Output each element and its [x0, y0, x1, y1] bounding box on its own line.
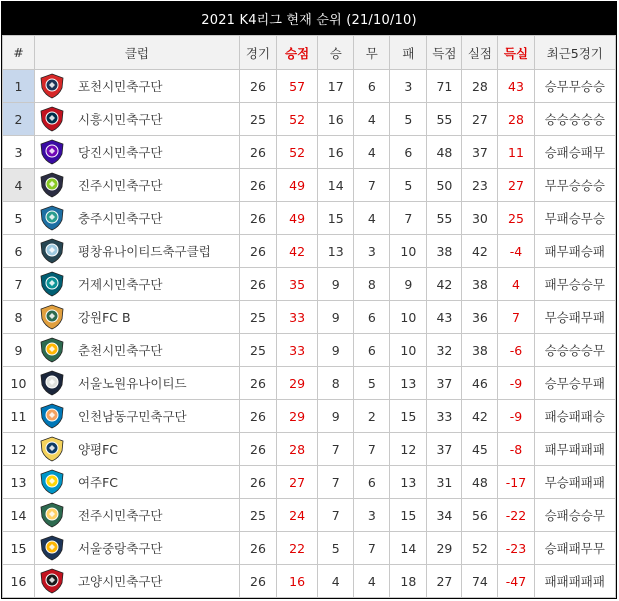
points-cell: 52 — [277, 136, 318, 169]
recent-form-cell: 패승패패승 — [534, 400, 615, 433]
losses-cell: 12 — [390, 433, 427, 466]
club-name[interactable]: 강원FC B — [77, 310, 131, 325]
points-cell: 35 — [277, 268, 318, 301]
recent-form-cell: 승패승패무 — [534, 136, 615, 169]
recent-form-cell: 무승패패패 — [534, 466, 615, 499]
points-cell: 57 — [277, 70, 318, 103]
club-cell[interactable] — [34, 400, 239, 433]
points-cell: 22 — [277, 532, 318, 565]
table-row[interactable] — [3, 532, 616, 565]
goals-for-cell: 32 — [427, 334, 462, 367]
goals-against-cell: 45 — [462, 433, 498, 466]
club-name[interactable]: 서울노원유나이티드 — [77, 376, 187, 391]
goals-against-cell: 36 — [462, 301, 498, 334]
points-cell: 33 — [277, 334, 318, 367]
losses-cell: 10 — [390, 301, 427, 334]
club-name[interactable]: 고양시민축구단 — [77, 574, 163, 589]
goal-diff-cell: 4 — [498, 268, 534, 301]
points-cell: 52 — [277, 103, 318, 136]
club-cell[interactable] — [34, 136, 239, 169]
draws-cell: 4 — [354, 103, 390, 136]
club-name[interactable]: 양평FC — [77, 442, 119, 457]
wins-cell: 9 — [318, 400, 354, 433]
gangwon-crest-icon — [39, 304, 65, 330]
table-row[interactable] — [3, 202, 616, 235]
recent-form-cell: 패무승승무 — [534, 268, 615, 301]
table-row[interactable] — [3, 499, 616, 532]
played-cell: 26 — [239, 136, 276, 169]
recent-form-cell: 승승승승승 — [534, 103, 615, 136]
recent-form-cell: 무패승무승 — [534, 202, 615, 235]
club-name[interactable]: 거제시민축구단 — [77, 277, 163, 292]
club-cell[interactable] — [34, 565, 239, 598]
club-cell[interactable] — [34, 70, 239, 103]
header-goals-against: 실점 — [462, 36, 498, 70]
table-row[interactable] — [3, 466, 616, 499]
table-row[interactable] — [3, 565, 616, 598]
club-name[interactable]: 포천시민축구단 — [77, 79, 163, 94]
draws-cell: 7 — [354, 433, 390, 466]
header-recent: 최근5경기 — [534, 36, 615, 70]
points-cell: 42 — [277, 235, 318, 268]
yangpyeong-crest-icon — [39, 436, 65, 462]
recent-form-cell: 승패승승무 — [534, 499, 615, 532]
yeoju-crest-icon — [39, 469, 65, 495]
played-cell: 25 — [239, 301, 276, 334]
goals-against-cell: 56 — [462, 499, 498, 532]
table-row[interactable] — [3, 136, 616, 169]
losses-cell: 5 — [390, 169, 427, 202]
goals-for-cell: 31 — [427, 466, 462, 499]
goals-against-cell: 27 — [462, 103, 498, 136]
table-row[interactable] — [3, 400, 616, 433]
jinju-crest-icon — [39, 172, 65, 198]
draws-cell: 6 — [354, 301, 390, 334]
siheung-crest-icon — [39, 106, 65, 132]
rank-cell: 2 — [3, 103, 35, 136]
goal-diff-cell: 7 — [498, 301, 534, 334]
rank-cell: 9 — [3, 334, 35, 367]
losses-cell: 14 — [390, 532, 427, 565]
table-row[interactable] — [3, 103, 616, 136]
wins-cell: 9 — [318, 334, 354, 367]
wins-cell: 14 — [318, 169, 354, 202]
goal-diff-cell: -47 — [498, 565, 534, 598]
draws-cell: 5 — [354, 367, 390, 400]
points-cell: 28 — [277, 433, 318, 466]
draws-cell: 6 — [354, 70, 390, 103]
rank-cell: 12 — [3, 433, 35, 466]
recent-form-cell: 승무무승승 — [534, 70, 615, 103]
losses-cell: 5 — [390, 103, 427, 136]
table-row[interactable] — [3, 301, 616, 334]
club-name[interactable]: 인천남동구민축구단 — [77, 409, 187, 424]
club-cell[interactable] — [34, 466, 239, 499]
recent-form-cell: 승무승무패 — [534, 367, 615, 400]
played-cell: 26 — [239, 235, 276, 268]
losses-cell: 15 — [390, 400, 427, 433]
losses-cell: 18 — [390, 565, 427, 598]
club-cell[interactable] — [34, 367, 239, 400]
goal-diff-cell: -8 — [498, 433, 534, 466]
club-name[interactable]: 여주FC — [77, 475, 119, 490]
wins-cell: 7 — [318, 433, 354, 466]
losses-cell: 13 — [390, 367, 427, 400]
played-cell: 25 — [239, 103, 276, 136]
rank-cell: 5 — [3, 202, 35, 235]
draws-cell: 8 — [354, 268, 390, 301]
played-cell: 26 — [239, 466, 276, 499]
club-cell[interactable] — [34, 169, 239, 202]
standings-panel — [1, 1, 617, 599]
rank-cell: 7 — [3, 268, 35, 301]
goals-for-cell: 37 — [427, 433, 462, 466]
points-cell: 49 — [277, 202, 318, 235]
played-cell: 26 — [239, 268, 276, 301]
jeonju-crest-icon — [39, 502, 65, 528]
table-row[interactable] — [3, 367, 616, 400]
played-cell: 25 — [239, 499, 276, 532]
goals-against-cell: 42 — [462, 235, 498, 268]
jungnang-crest-icon — [39, 535, 65, 561]
table-title: 2021 K4리그 현재 순위 (21/10/10) — [2, 2, 616, 35]
goal-diff-cell: 11 — [498, 136, 534, 169]
wins-cell: 8 — [318, 367, 354, 400]
goal-diff-cell: 27 — [498, 169, 534, 202]
goal-diff-cell: -9 — [498, 400, 534, 433]
table-row[interactable] — [3, 235, 616, 268]
rank-cell: 15 — [3, 532, 35, 565]
goyang-crest-icon — [39, 568, 65, 594]
goals-for-cell: 33 — [427, 400, 462, 433]
draws-cell: 7 — [354, 532, 390, 565]
goals-for-cell: 48 — [427, 136, 462, 169]
points-cell: 27 — [277, 466, 318, 499]
goal-diff-cell: -17 — [498, 466, 534, 499]
goals-against-cell: 37 — [462, 136, 498, 169]
goals-for-cell: 34 — [427, 499, 462, 532]
pyeongchang-crest-icon — [39, 238, 65, 264]
club-name[interactable]: 충주시민축구단 — [77, 211, 163, 226]
losses-cell: 13 — [390, 466, 427, 499]
table-row[interactable] — [3, 169, 616, 202]
goals-against-cell: 23 — [462, 169, 498, 202]
club-cell[interactable] — [34, 433, 239, 466]
club-cell[interactable] — [34, 499, 239, 532]
wins-cell: 13 — [318, 235, 354, 268]
club-cell[interactable] — [34, 301, 239, 334]
goals-for-cell: 42 — [427, 268, 462, 301]
goals-for-cell: 27 — [427, 565, 462, 598]
goals-against-cell: 52 — [462, 532, 498, 565]
club-name[interactable]: 시흥시민축구단 — [77, 112, 163, 127]
played-cell: 26 — [239, 169, 276, 202]
club-name[interactable]: 당진시민축구단 — [77, 145, 163, 160]
rank-cell: 16 — [3, 565, 35, 598]
geoje-crest-icon — [39, 271, 65, 297]
played-cell: 26 — [239, 202, 276, 235]
draws-cell: 6 — [354, 334, 390, 367]
wins-cell: 16 — [318, 103, 354, 136]
losses-cell: 6 — [390, 136, 427, 169]
goals-for-cell: 29 — [427, 532, 462, 565]
pocheon-crest-icon — [39, 73, 65, 99]
draws-cell: 4 — [354, 136, 390, 169]
header-points: 승점 — [277, 36, 318, 70]
recent-form-cell: 무무승승승 — [534, 169, 615, 202]
header-rank: # — [3, 36, 35, 70]
club-name[interactable]: 진주시민축구단 — [77, 178, 163, 193]
wins-cell: 4 — [318, 565, 354, 598]
wins-cell: 7 — [318, 499, 354, 532]
points-cell: 49 — [277, 169, 318, 202]
goals-for-cell: 37 — [427, 367, 462, 400]
recent-form-cell: 무승패무패 — [534, 301, 615, 334]
goals-against-cell: 28 — [462, 70, 498, 103]
rank-cell: 1 — [3, 70, 35, 103]
goal-diff-cell: -9 — [498, 367, 534, 400]
goals-for-cell: 55 — [427, 103, 462, 136]
wins-cell: 15 — [318, 202, 354, 235]
club-name[interactable]: 전주시민축구단 — [77, 508, 163, 523]
points-cell: 33 — [277, 301, 318, 334]
goals-for-cell: 50 — [427, 169, 462, 202]
rank-cell: 14 — [3, 499, 35, 532]
draws-cell: 7 — [354, 169, 390, 202]
rank-cell: 4 — [3, 169, 35, 202]
played-cell: 26 — [239, 532, 276, 565]
goals-against-cell: 38 — [462, 334, 498, 367]
club-cell[interactable] — [34, 268, 239, 301]
goal-diff-cell: -22 — [498, 499, 534, 532]
table-row[interactable] — [3, 433, 616, 466]
recent-form-cell: 승승승승무 — [534, 334, 615, 367]
header-row — [3, 36, 616, 70]
header-goal-diff: 득실 — [498, 36, 534, 70]
wins-cell: 7 — [318, 466, 354, 499]
goal-diff-cell: 25 — [498, 202, 534, 235]
losses-cell: 10 — [390, 235, 427, 268]
played-cell: 26 — [239, 433, 276, 466]
recent-form-cell: 패무패패패 — [534, 433, 615, 466]
points-cell: 24 — [277, 499, 318, 532]
wins-cell: 5 — [318, 532, 354, 565]
goals-against-cell: 48 — [462, 466, 498, 499]
goals-against-cell: 74 — [462, 565, 498, 598]
goals-against-cell: 46 — [462, 367, 498, 400]
points-cell: 16 — [277, 565, 318, 598]
club-name[interactable]: 서울중랑축구단 — [77, 541, 163, 556]
recent-form-cell: 패패패패패 — [534, 565, 615, 598]
goals-for-cell: 71 — [427, 70, 462, 103]
losses-cell: 10 — [390, 334, 427, 367]
wins-cell: 16 — [318, 136, 354, 169]
rank-cell: 10 — [3, 367, 35, 400]
goal-diff-cell: 43 — [498, 70, 534, 103]
header-club: 클럽 — [34, 36, 239, 70]
header-goals-for: 득점 — [427, 36, 462, 70]
losses-cell: 3 — [390, 70, 427, 103]
goals-against-cell: 38 — [462, 268, 498, 301]
club-cell[interactable] — [34, 202, 239, 235]
rank-cell: 8 — [3, 301, 35, 334]
goals-against-cell: 30 — [462, 202, 498, 235]
rank-cell: 6 — [3, 235, 35, 268]
draws-cell: 3 — [354, 235, 390, 268]
draws-cell: 2 — [354, 400, 390, 433]
goal-diff-cell: -6 — [498, 334, 534, 367]
header-played: 경기 — [239, 36, 276, 70]
played-cell: 26 — [239, 400, 276, 433]
recent-form-cell: 승패패무무 — [534, 532, 615, 565]
wins-cell: 9 — [318, 268, 354, 301]
goals-for-cell: 55 — [427, 202, 462, 235]
club-name[interactable]: 춘천시민축구단 — [77, 343, 163, 358]
recent-form-cell: 패무패승패 — [534, 235, 615, 268]
goals-for-cell: 38 — [427, 235, 462, 268]
wins-cell: 9 — [318, 301, 354, 334]
rank-cell: 3 — [3, 136, 35, 169]
chungju-crest-icon — [39, 205, 65, 231]
table-row[interactable] — [3, 268, 616, 301]
losses-cell: 7 — [390, 202, 427, 235]
club-cell[interactable] — [34, 235, 239, 268]
chuncheon-crest-icon — [39, 337, 65, 363]
played-cell: 26 — [239, 367, 276, 400]
played-cell: 26 — [239, 565, 276, 598]
dangjin-crest-icon — [39, 139, 65, 165]
header-wins: 승 — [318, 36, 354, 70]
goals-against-cell: 42 — [462, 400, 498, 433]
losses-cell: 9 — [390, 268, 427, 301]
played-cell: 26 — [239, 70, 276, 103]
header-draws: 무 — [354, 36, 390, 70]
goals-for-cell: 43 — [427, 301, 462, 334]
played-cell: 25 — [239, 334, 276, 367]
header-losses: 패 — [390, 36, 427, 70]
nowon-crest-icon — [39, 370, 65, 396]
draws-cell: 3 — [354, 499, 390, 532]
club-name[interactable]: 평창유나이티드축구클럽 — [77, 244, 211, 259]
goal-diff-cell: -4 — [498, 235, 534, 268]
table-row[interactable] — [3, 334, 616, 367]
rank-cell: 13 — [3, 466, 35, 499]
goal-diff-cell: -23 — [498, 532, 534, 565]
points-cell: 29 — [277, 400, 318, 433]
draws-cell: 4 — [354, 565, 390, 598]
wins-cell: 17 — [318, 70, 354, 103]
points-cell: 29 — [277, 367, 318, 400]
club-cell[interactable] — [34, 103, 239, 136]
club-cell[interactable] — [34, 334, 239, 367]
draws-cell: 6 — [354, 466, 390, 499]
table-row[interactable] — [3, 70, 616, 103]
draws-cell: 4 — [354, 202, 390, 235]
goal-diff-cell: 28 — [498, 103, 534, 136]
losses-cell: 15 — [390, 499, 427, 532]
standings-table — [2, 35, 616, 598]
rank-cell: 11 — [3, 400, 35, 433]
club-cell[interactable] — [34, 532, 239, 565]
namdong-crest-icon — [39, 403, 65, 429]
